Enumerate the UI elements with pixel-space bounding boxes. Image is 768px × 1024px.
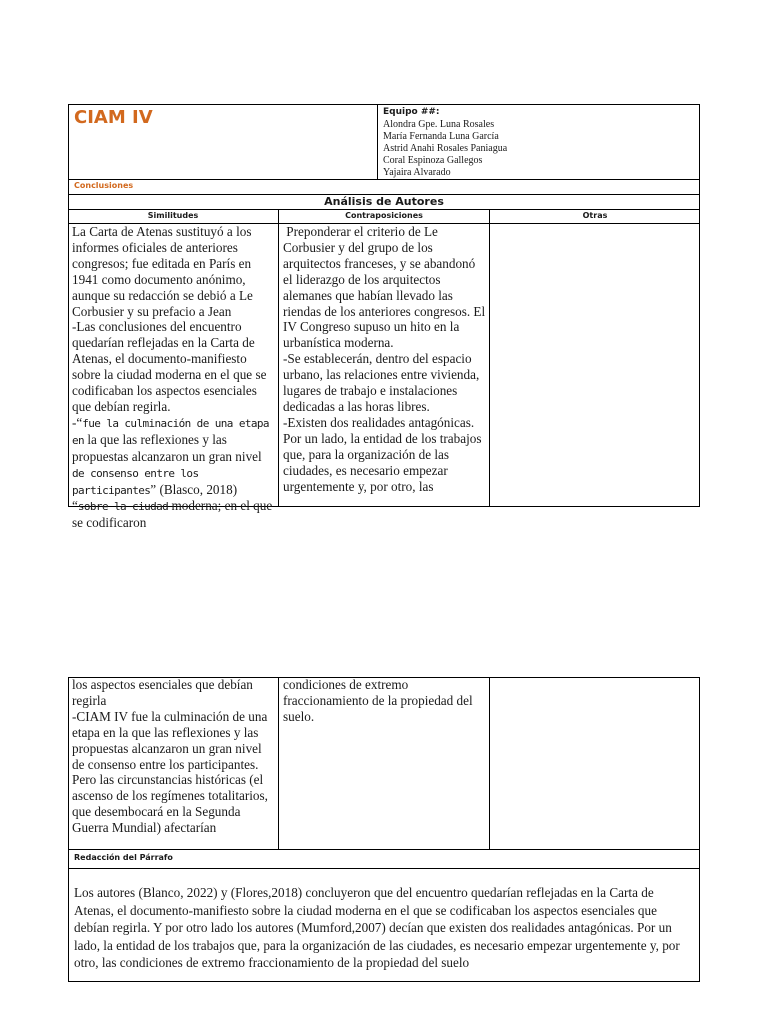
similitudes-paragraph: La Carta de Atenas sustituyó a los informes oficiales de anteriores congresos; fue editada en París en 1941 como documento anónimo, aunque su redacción se debió a Le Corbusier y su prefacio a Jean — [72, 224, 253, 319]
row-divider — [68, 868, 700, 869]
contraposiciones-paragraph: Preponderar el criterio de Le Corbusier y del grupo de los arquitectos franceses, y se abandonó el liderazgo de los arquitectos alemanes que habían llevado las riendas de los anteriores congresos. El IV Congreso supuso un hito en la urbanística moderna. — [283, 224, 489, 351]
quote-text: la que las reflexiones y las propuestas alcanzaron un gran nivel — [72, 431, 262, 464]
similitudes-cell — [69, 677, 278, 849]
redaccion-paragraph: Los autores (Blanco, 2022) y (Flores,2018) concluyeron que del encuentro quedarían reflejadas en la Carta de Atenas, el documento-manifiesto sobre la ciudad moderna en el que se codificaban los aspectos esenciales que debían regirla. Y por otro lado los autores (Mumford,2007) decían que existen dos realidades antagónicas. Por un lado, la entidad de los trabajos que, para la organización de las ciudades, es necesario empezar urgentemente y, por otro, las condiciones de extremo fraccionamiento de la propiedad del suelo — [74, 885, 680, 970]
analysis-heading: Análisis de Autores — [324, 195, 444, 208]
redaccion-label: Redacción del Párrafo — [74, 853, 173, 862]
column-header-similitudes: Similitudes — [147, 211, 199, 220]
quote-text: fue la culminación de una etapa en — [72, 416, 269, 447]
team-member: Coral Espinoza Gallegos — [383, 155, 483, 166]
conclusions-label: Conclusiones — [74, 181, 134, 190]
quote-close: ” — [150, 481, 157, 497]
team-label: Equipo ##: — [383, 107, 440, 117]
column-header-otras: Otras — [582, 211, 608, 220]
row-divider — [68, 209, 700, 210]
similitudes-cell — [69, 224, 278, 531]
team-member: Yajaira Alvarado — [383, 167, 451, 178]
similitudes-quote — [72, 415, 275, 531]
team-members — [383, 119, 507, 179]
contraposiciones-paragraph: condiciones de extremo fraccionamiento de la propiedad del suelo. — [283, 677, 473, 724]
contraposiciones-paragraph: -Existen dos realidades antagónicas. Por un lado, la entidad de los trabajos que, para la organización de las ciudades, es necesario empezar urgentemente y, por otro, las — [283, 414, 482, 494]
similitudes-paragraph: -Las conclusiones del encuentro quedarían reflejadas en la Carta de Atenas, el documento-manifiesto sobre la ciudad moderna en el que se codificaban los aspectos esenciales que debían regirla. — [72, 319, 267, 414]
column-divider — [278, 209, 279, 507]
team-member: Astrid Anahi Rosales Paniagua — [383, 143, 508, 154]
citation: (Blasco, 2018) “ — [72, 481, 238, 514]
otras-cell — [490, 677, 699, 849]
similitudes-paragraph: los aspectos esenciales que debían regirla — [72, 677, 253, 708]
column-header-contraposiciones: Contraposiciones — [345, 211, 423, 220]
contraposiciones-cell — [280, 224, 489, 506]
row-divider — [68, 179, 700, 180]
quote-text: de consenso entre los participantes — [72, 466, 199, 497]
similitudes-paragraph: -CIAM IV fue la culminación de una etapa en la que las reflexiones y las propuestas alcanzaron un gran nivel de consenso entre los participantes. Pero las circunstancias históricas (el ascenso de los regímenes totalitarios, que desembocará en la Segunda Guerra Mundial) afectarían — [72, 708, 268, 836]
contraposiciones-cell — [280, 677, 489, 849]
row-divider — [68, 849, 700, 850]
header-divider — [377, 104, 378, 179]
column-divider — [278, 677, 279, 850]
quote-open: -“ — [72, 414, 83, 430]
contraposiciones-paragraph: -Se establecerán, dentro del espacio urbano, las relaciones entre vivienda, lugares de trabajo e instalaciones dedicadas a las horas libres. — [283, 351, 480, 414]
quote-text: moderna; en el que se codificaron — [72, 498, 273, 531]
document-title: CIAM IV — [74, 107, 153, 128]
otras-cell — [490, 224, 699, 506]
team-member: María Fernanda Luna García — [383, 131, 499, 142]
team-member: Alondra Gpe. Luna Rosales — [383, 119, 495, 130]
quote-text: sobre la ciudad — [77, 500, 169, 514]
